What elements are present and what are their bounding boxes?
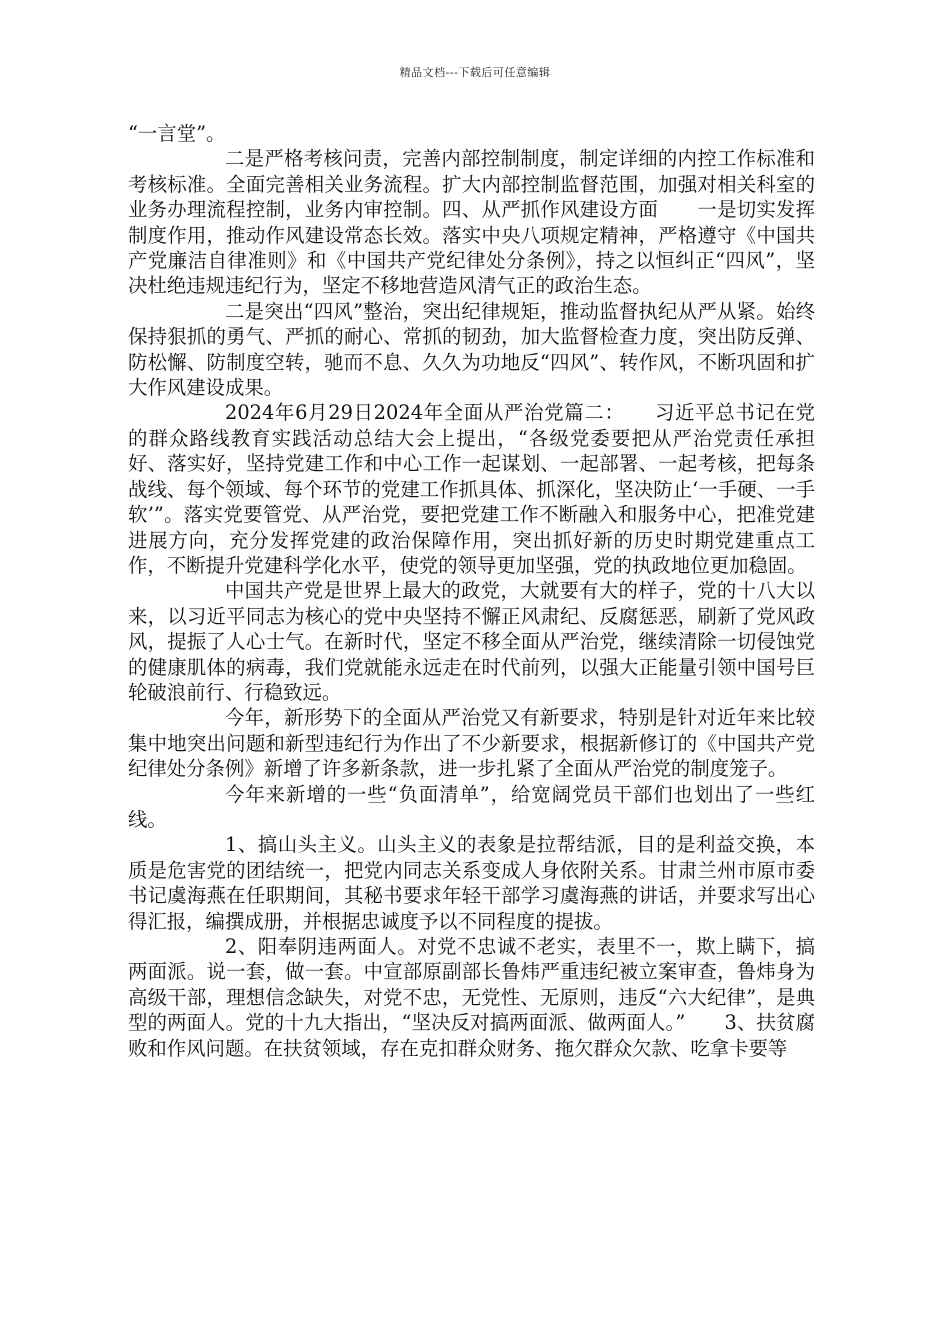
paragraph: 2024年6月29日2024年全面从严治党篇二： 习近平总书记在党的群众路线教育实践活动总结大会上提出，“各级党委要把从严治党责任承担好、落实好，坚持党建工作和中心工作一起谋划、一起部署、一起考核，把每条战线、每个领域、每个环节的党建工作抓具体、抓深化，坚决防止‘一手硬、一手软’”。落实党要管党、从严治党，要把党建工作不断融入和服务中心，把准党建进展方向，充分发挥党建的政治保障作用，突出抓好新的历史时期党建重点工作，不断提升党建科学化水平，使党的领导更加坚强，党的执政地位更加稳固。 bbox=[128, 401, 815, 577]
paragraph: 二是严格考核问责，完善内部控制制度，制定详细的内控工作标准和考核标准。全面完善相关业务流程。扩大内部控制监督范围，加强对相关科室的业务办理流程控制，业务内审控制。四、从严抓作风建设方面 一是切实发挥制度作用，推动作风建设常态长效。落实中央八项规定精神，严格遵守《中国共产党廉洁自律准则》和《中国共产党纪律处分条例》，持之以恒纠正“四风”，坚决杜绝违规违纪行为，坚定不移地营造风清气正的政治生态。 bbox=[128, 147, 815, 298]
paragraph: 今年，新形势下的全面从严治党又有新要求，特别是针对近年来比较集中地突出问题和新型违纪行为作出了不少新要求，根据新修订的《中国共产党纪律处分条例》新增了许多新条款，进一步扎紧了全面从严治党的制度笼子。 bbox=[128, 706, 815, 781]
paragraph: 2、阳奉阴违两面人。对党不忠诚不老实，表里不一，欺上瞒下，搞两面派。说一套，做一套。中宣部原副部长鲁炜严重违纪被立案审查，鲁炜身为高级干部，理想信念缺失，对党不忠，无党性、无原则，违反“六大纪律”，是典型的两面人。党的十九大指出，“坚决反对搞两面派、做两面人。” 3、扶贫腐败和作风问题。在扶贫领域，存在克扣群众财务、拖欠群众欠款、吃拿卡要等 bbox=[128, 935, 815, 1060]
paragraph: 今年来新增的一些“负面清单”，给宽阔党员干部们也划出了一些红线。 bbox=[128, 782, 815, 831]
paragraph: 二是突出“四风”整治，突出纪律规矩，推动监督执纪从严从紧。始终保持狠抓的勇气、严抓的耐心、常抓的韧劲，加大监督检查力度，突出防反弹、防松懈、防制度空转，驰而不息、久久为功地反“四风”、转作风，不断巩固和扩大作风建设成果。 bbox=[128, 299, 815, 400]
paragraph: “一言堂”。 bbox=[128, 122, 226, 145]
paragraph: 1、搞山头主义。山头主义的表象是拉帮结派，目的是利益交换，本质是危害党的团结统一，把党内同志关系变成人身依附关系。甘肃兰州市原市委书记虞海燕在任职期间，其秘书要求年轻干部学习虞海燕的讲话，并要求写出心得汇报，编撰成册，并根据忠诚度予以不同程度的提拔。 bbox=[128, 833, 815, 933]
document-body bbox=[128, 121, 815, 1061]
page-header: 精品文档---下载后可任意编辑 bbox=[399, 66, 551, 79]
paragraph: 中国共产党是世界上最大的政党，大就要有大的样子，党的十八大以来，以习近平同志为核心的党中央坚持不懈正风肃纪、反腐惩恶，刷新了党风政风，提振了人心士气。在新时代，坚定不移全面从严治党，继续清除一切侵蚀党的健康肌体的病毒，我们党就能永远走在时代前列，以强大正能量引领中国号巨轮破浪前行、行稳致远。 bbox=[128, 579, 815, 704]
